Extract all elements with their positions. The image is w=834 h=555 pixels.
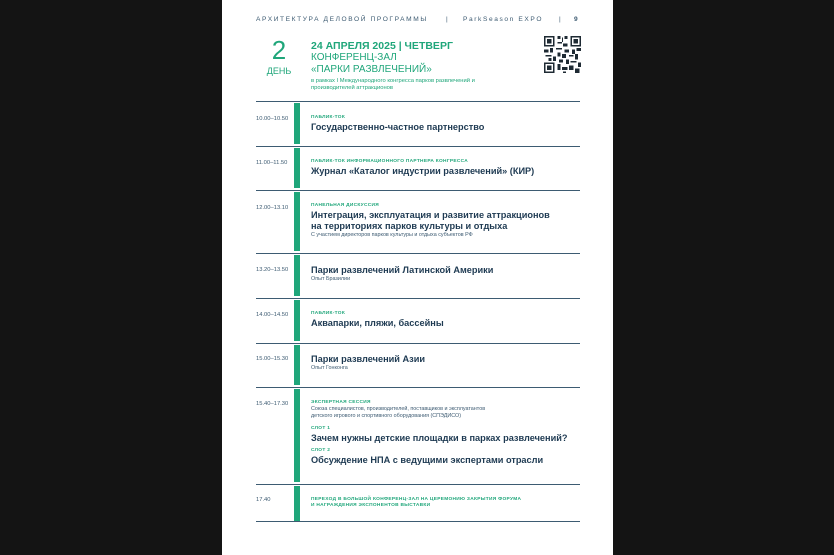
session-title: Парки развлечений Латинской Америки xyxy=(311,265,494,275)
session-block xyxy=(311,497,581,509)
session-note: Опыт Бразилии xyxy=(311,276,351,282)
session-accent-bar xyxy=(294,300,300,341)
session-block xyxy=(311,311,581,329)
header-brand: ParkSeason EXPO xyxy=(463,16,544,23)
divider xyxy=(256,146,580,147)
divider xyxy=(256,484,580,485)
session-note-line2: детского игрового и спортивного оборудования (СПЭДИСО) xyxy=(311,413,462,419)
session-title: Журнал «Каталог индустрии развлечений» (КИР) xyxy=(311,166,535,176)
page-number: 9 xyxy=(574,16,580,23)
session-accent-bar xyxy=(294,389,300,482)
session-accent-bar xyxy=(294,486,300,521)
session-block xyxy=(311,115,581,133)
slot-title: Обсуждение НПА с ведущими экспертами отрасли xyxy=(311,455,544,465)
session-block xyxy=(311,354,581,372)
session-note: Опыт Гонконга xyxy=(311,365,348,371)
session-block xyxy=(311,265,581,283)
session-block xyxy=(311,203,581,239)
session-time: 13.20–13.50 xyxy=(256,267,289,273)
hall-name-line2: «ПАРКИ РАЗВЛЕЧЕНИЙ» xyxy=(311,64,432,75)
event-subtitle: в рамках I Международного конгресса парков развлечений и производителей аттракционов xyxy=(311,78,475,91)
header-separator: | xyxy=(446,16,450,23)
divider xyxy=(256,253,580,254)
program-page xyxy=(222,0,613,555)
session-title-line2: на территориях парков культуры и отдыха xyxy=(311,221,508,231)
session-note: С участием директоров парков культуры и отдыха субъектов РФ xyxy=(311,232,473,238)
session-type: ЭКСПЕРТНАЯ СЕССИЯ xyxy=(311,400,371,405)
event-header xyxy=(311,40,541,92)
session-type: ПАБЛИК-ТОК xyxy=(311,115,346,120)
session-title: Парки развлечений Азии xyxy=(311,354,425,364)
divider xyxy=(256,298,580,299)
hall-name-line1: КОНФЕРЕНЦ-ЗАЛ xyxy=(311,52,397,63)
session-block xyxy=(311,400,581,466)
session-time: 15.40–17.30 xyxy=(256,401,289,407)
session-type: ПАБЛИК-ТОК xyxy=(311,311,346,316)
session-type-line2: И НАГРАЖДЕНИЯ ЭКСПОНЕНТОВ ВЫСТАВКИ xyxy=(311,503,431,508)
session-time: 10.00–10.50 xyxy=(256,116,289,122)
session-accent-bar xyxy=(294,345,300,385)
divider xyxy=(256,521,580,522)
header-section-title: АРХИТЕКТУРА ДЕЛОВОЙ ПРОГРАММЫ xyxy=(256,16,428,23)
session-type: ПАБЛИК-ТОК ИНФОРМАЦИОННОГО ПАРТНЕРА КОНГРЕССА xyxy=(311,159,469,164)
divider xyxy=(256,101,580,102)
session-type: ПАНЕЛЬНАЯ ДИСКУССИЯ xyxy=(311,203,379,208)
day-number: 2 xyxy=(271,35,287,65)
day-label: ДЕНЬ xyxy=(266,66,292,76)
session-time: 12.00–13.10 xyxy=(256,205,289,211)
divider xyxy=(256,190,580,191)
page-header xyxy=(256,16,579,26)
session-type-line1: ПЕРЕХОД В БОЛЬШОЙ КОНФЕРЕНЦ-ЗАЛ НА ЦЕРЕМОНИЮ ЗАКРЫТИЯ ФОРУМА xyxy=(311,497,522,502)
session-note-line1: Союза специалистов, производителей, поставщиков и эксплуатантов xyxy=(311,406,486,412)
qr-code-icon xyxy=(544,36,581,73)
session-title: Аквапарки, пляжи, бассейны xyxy=(311,318,444,328)
session-accent-bar xyxy=(294,192,300,251)
session-title-line1: Интеграция, эксплуатация и развитие аттракционов xyxy=(311,210,550,220)
session-accent-bar xyxy=(294,103,300,144)
divider xyxy=(256,387,580,388)
session-block xyxy=(311,159,581,177)
session-time: 11.00–11.50 xyxy=(256,160,288,166)
slot-title: Зачем нужны детские площадки в парках развлечений? xyxy=(311,433,568,443)
slot-label: СЛОТ 2 xyxy=(311,448,331,453)
header-separator: | xyxy=(559,16,563,23)
session-accent-bar xyxy=(294,255,300,296)
session-time: 15.00–15.30 xyxy=(256,356,289,362)
session-time: 17.40 xyxy=(256,497,271,503)
session-accent-bar xyxy=(294,148,300,188)
session-time: 14.00–14.50 xyxy=(256,312,289,318)
slot-label: СЛОТ 1 xyxy=(311,426,331,431)
session-title: Государственно-частное партнерство xyxy=(311,122,485,132)
event-date: 24 АПРЕЛЯ 2025 | ЧЕТВЕРГ xyxy=(311,40,453,52)
divider xyxy=(256,343,580,344)
